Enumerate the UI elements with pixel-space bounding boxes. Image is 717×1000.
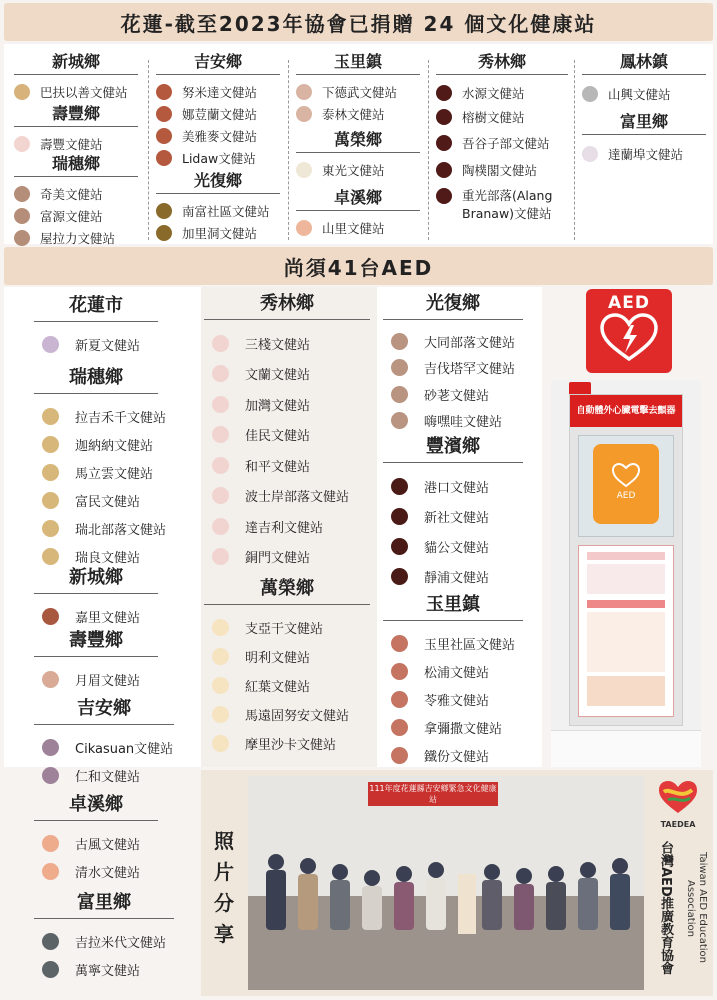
station-item: 佳民文健站 [204, 420, 370, 451]
station-dot [42, 492, 59, 509]
donated-group-fenglin [582, 49, 706, 107]
station-dot [42, 767, 59, 784]
page-title: 花蓮-截至2023年協會已捐贈 24 個文化健康站 [4, 3, 713, 41]
cabinet-body [569, 394, 683, 726]
station-dot [212, 457, 229, 474]
township-heading: 光復鄉 [156, 168, 280, 194]
station-dot [212, 396, 229, 413]
needed-group-shoufeng [34, 626, 158, 693]
station-dot [212, 365, 229, 382]
needed-group-xiulin [204, 289, 370, 572]
station-dot [296, 84, 312, 100]
station-item: 清水文健站 [34, 857, 158, 885]
station-dot [582, 146, 598, 162]
donated-group-zhuoxi [296, 185, 420, 239]
station-dot [14, 208, 30, 224]
taedea-heart-logo-icon [656, 778, 700, 816]
column-divider [428, 60, 429, 240]
station-item: 加里洞文健站 [156, 222, 280, 244]
township-heading: 新城鄉 [34, 563, 158, 594]
station-item: 達吉利文健站 [204, 511, 370, 542]
column-divider [574, 60, 575, 240]
station-item: 嘉里文健站 [34, 602, 158, 630]
station-dot [156, 84, 172, 100]
station-item: 古風文健站 [34, 829, 158, 857]
needed-group-guangfu [383, 289, 523, 434]
station-item: 壽豐文健站 [14, 133, 138, 155]
station-item: 加灣文健站 [204, 389, 370, 420]
station-item: 吾谷子部文健站 [436, 129, 568, 157]
township-heading: 花蓮市 [34, 291, 158, 322]
cpr-instruction-poster [578, 545, 674, 717]
station-item: 富源文健站 [14, 205, 138, 227]
station-item: 砂荖文健站 [383, 381, 523, 408]
township-heading: 鳳林鎮 [582, 49, 706, 75]
station-item: 新社文健站 [383, 501, 523, 531]
station-item: 港口文健站 [383, 471, 523, 501]
donated-group-jian [156, 49, 280, 169]
station-item: 吉伐塔罕文健站 [383, 355, 523, 382]
township-heading: 萬榮鄉 [296, 127, 420, 153]
station-item: 瑞北部落文健站 [34, 514, 158, 542]
org-english-name: Taiwan AED Education Association [685, 852, 708, 964]
station-item: 紅葉文健站 [204, 671, 370, 700]
station-item: 鐵份文健站 [383, 741, 523, 769]
township-heading: 萬榮鄉 [204, 574, 370, 605]
station-dot [436, 109, 452, 125]
station-dot [42, 863, 59, 880]
station-dot [391, 663, 408, 680]
needed-group-ruisui [34, 363, 167, 570]
station-dot [296, 106, 312, 122]
station-item: 拉吉禾千文健站 [34, 402, 158, 430]
station-dot [212, 619, 229, 636]
aed-device-label: AED [616, 491, 636, 501]
station-item: 新夏文健站 [34, 330, 158, 358]
township-heading: 新城鄉 [14, 49, 138, 75]
station-item: 下德武文健站 [296, 81, 420, 103]
station-item: 三棧文健站 [204, 328, 370, 359]
station-item: 山里文健站 [296, 217, 420, 239]
photo-section-title: 照片分享 [214, 829, 234, 946]
township-heading: 豐濱鄉 [383, 432, 523, 463]
station-dot [436, 85, 452, 101]
station-dot [436, 188, 452, 204]
township-heading: 秀林鄉 [436, 49, 568, 75]
station-dot [42, 835, 59, 852]
station-item: 南富社區文健站 [156, 200, 280, 222]
township-heading: 吉安鄉 [156, 49, 280, 75]
township-heading: 玉里鎮 [383, 590, 523, 621]
station-dot [42, 671, 59, 688]
station-item: 富民文健站 [34, 486, 158, 514]
station-dot [212, 735, 229, 752]
donated-group-xiulin [436, 49, 568, 223]
donated-group-shoufeng [14, 101, 138, 155]
station-dot [156, 225, 172, 241]
station-item: 月眉文健站 [34, 665, 158, 693]
donated-group-xincheng [14, 49, 138, 103]
needed-group-yuli [383, 590, 523, 769]
station-dot [391, 568, 408, 585]
station-item: Cikasuan文健站 [34, 733, 174, 761]
station-dot [391, 412, 408, 429]
needed-group-fuli [34, 888, 174, 983]
station-item: 波士岸部落文健站 [204, 481, 370, 512]
station-item: 泰林文健站 [296, 103, 420, 125]
station-dot [42, 336, 59, 353]
township-heading: 卓溪鄉 [296, 185, 420, 211]
station-item: 馬遠固努安文健站 [204, 700, 370, 729]
station-item: 娜荳蘭文健站 [156, 103, 280, 125]
station-dot [391, 719, 408, 736]
township-heading: 富里鄉 [582, 109, 706, 135]
station-dot [212, 706, 229, 723]
township-heading: 壽豐鄉 [14, 101, 138, 127]
station-dot [42, 961, 59, 978]
township-heading: 秀林鄉 [204, 289, 370, 320]
township-heading: 吉安鄉 [34, 694, 174, 725]
station-dot [391, 333, 408, 350]
station-item: 支亞干文健站 [204, 613, 370, 642]
station-dot [391, 359, 408, 376]
donated-group-ruisui [14, 151, 138, 249]
station-item: 山興文健站 [582, 81, 706, 107]
station-item: 貓公文健站 [383, 531, 523, 561]
needed-banner: 尚須41台AED [4, 247, 713, 285]
aed-logo-text: AED [608, 293, 650, 313]
cabinet-base [551, 730, 701, 767]
township-heading: 卓溪鄉 [34, 790, 158, 821]
station-item: 靜浦文健站 [383, 561, 523, 591]
station-dot [212, 487, 229, 504]
station-dot [14, 186, 30, 202]
station-dot [436, 162, 452, 178]
aed-device [593, 444, 659, 524]
station-item: 松浦文健站 [383, 657, 523, 685]
station-dot [212, 548, 229, 565]
aed-logo [586, 289, 672, 373]
needed-group-jian [34, 694, 174, 789]
station-dot [212, 677, 229, 694]
needed-group-zhuoxi [34, 790, 158, 885]
station-dot [42, 436, 59, 453]
station-item: 榕樹文健站 [436, 105, 568, 129]
station-item: 明利文健站 [204, 642, 370, 671]
cabinet-header: 自動體外心臟電擊去顫器 [570, 395, 682, 427]
station-item: 達蘭埠文健站 [582, 141, 706, 167]
station-dot [391, 691, 408, 708]
station-item: 玉里社區文健站 [383, 629, 523, 657]
station-dot [14, 136, 30, 152]
cabinet-window [578, 435, 674, 537]
station-item: 文蘭文健站 [204, 359, 370, 390]
donated-group-wanrong [296, 127, 420, 181]
station-dot [14, 230, 30, 246]
station-item: 和平文健站 [204, 450, 370, 481]
station-dot [582, 86, 598, 102]
station-dot [42, 739, 59, 756]
needed-group-fengbin [383, 432, 523, 591]
station-item: 吉拉米代文健站 [34, 927, 174, 955]
needed-group-wanrong [204, 574, 370, 758]
station-item: 萬寧文健站 [34, 955, 174, 983]
station-dot [14, 84, 30, 100]
station-dot [212, 518, 229, 535]
group-photo [248, 776, 644, 990]
donated-group-yuli [296, 49, 420, 125]
station-item: 屋拉力文健站 [14, 227, 138, 249]
station-item: 陶樸閣文健站 [436, 157, 568, 183]
station-dot [156, 150, 172, 166]
station-item: 仁和文健站 [34, 761, 174, 789]
township-heading: 瑞穗鄉 [14, 151, 138, 177]
needed-group-hualien-city [34, 291, 158, 358]
station-dot [42, 608, 59, 625]
station-dot [42, 933, 59, 950]
station-dot [391, 747, 408, 764]
station-dot [42, 464, 59, 481]
people-silhouettes [248, 776, 644, 990]
station-dot [436, 135, 452, 151]
org-abbreviation: TAEDEA [660, 820, 696, 829]
station-item: 拿彌撒文健站 [383, 713, 523, 741]
station-dot [212, 648, 229, 665]
station-item: 東光文健站 [296, 159, 420, 181]
township-heading: 瑞穗鄉 [34, 363, 158, 394]
station-dot [42, 548, 59, 565]
column-divider [148, 60, 149, 240]
station-item: 馬立雲文健站 [34, 458, 158, 486]
township-heading: 富里鄉 [34, 888, 174, 919]
station-dot [391, 478, 408, 495]
org-name: 台灣AED推廣教育協會 [658, 841, 673, 975]
org-branding [648, 778, 708, 994]
station-item: 水源文健站 [436, 81, 568, 105]
station-dot [296, 162, 312, 178]
station-item: 大同部落文健站 [383, 328, 523, 355]
station-item: 奇美文健站 [14, 183, 138, 205]
station-item: 重光部落(Alang Branaw)文健站 [436, 187, 568, 223]
station-dot [212, 426, 229, 443]
station-dot [296, 220, 312, 236]
needed-group-xincheng [34, 563, 158, 630]
station-dot [391, 635, 408, 652]
township-heading: 壽豐鄉 [34, 626, 158, 657]
station-item: 摩里沙卡文健站 [204, 729, 370, 758]
station-dot [391, 538, 408, 555]
township-heading: 光復鄉 [383, 289, 523, 320]
donated-group-guangfu [156, 168, 280, 244]
station-item: 美雅麥文健站 [156, 125, 280, 147]
station-dot [156, 106, 172, 122]
station-dot [391, 508, 408, 525]
station-dot [156, 128, 172, 144]
station-dot [42, 408, 59, 425]
station-item: 努米達文健站 [156, 81, 280, 103]
township-heading: 玉里鎮 [296, 49, 420, 75]
station-item: 嗨嘿哇文健站 [383, 408, 523, 435]
station-item: 瑞良文健站 [34, 542, 158, 570]
donated-group-fuli [582, 109, 706, 167]
station-item: 銅門文健站 [204, 542, 370, 573]
station-item: 迦納納文健站 [34, 430, 158, 458]
station-dot [391, 386, 408, 403]
station-dot [212, 335, 229, 352]
station-dot [42, 520, 59, 537]
aed-cabinet-photo [551, 380, 701, 766]
heart-defibrillator-icon [598, 313, 660, 363]
station-item: 苓雅文健站 [383, 685, 523, 713]
event-banner: 111年度花蓮縣吉安鄉緊急文化健康站 [369, 784, 497, 804]
column-divider [288, 60, 289, 240]
station-item: 巴扶以善文健站 [14, 81, 138, 103]
station-item: Lidaw文健站 [156, 147, 280, 169]
station-dot [156, 203, 172, 219]
heart-icon [611, 462, 641, 488]
